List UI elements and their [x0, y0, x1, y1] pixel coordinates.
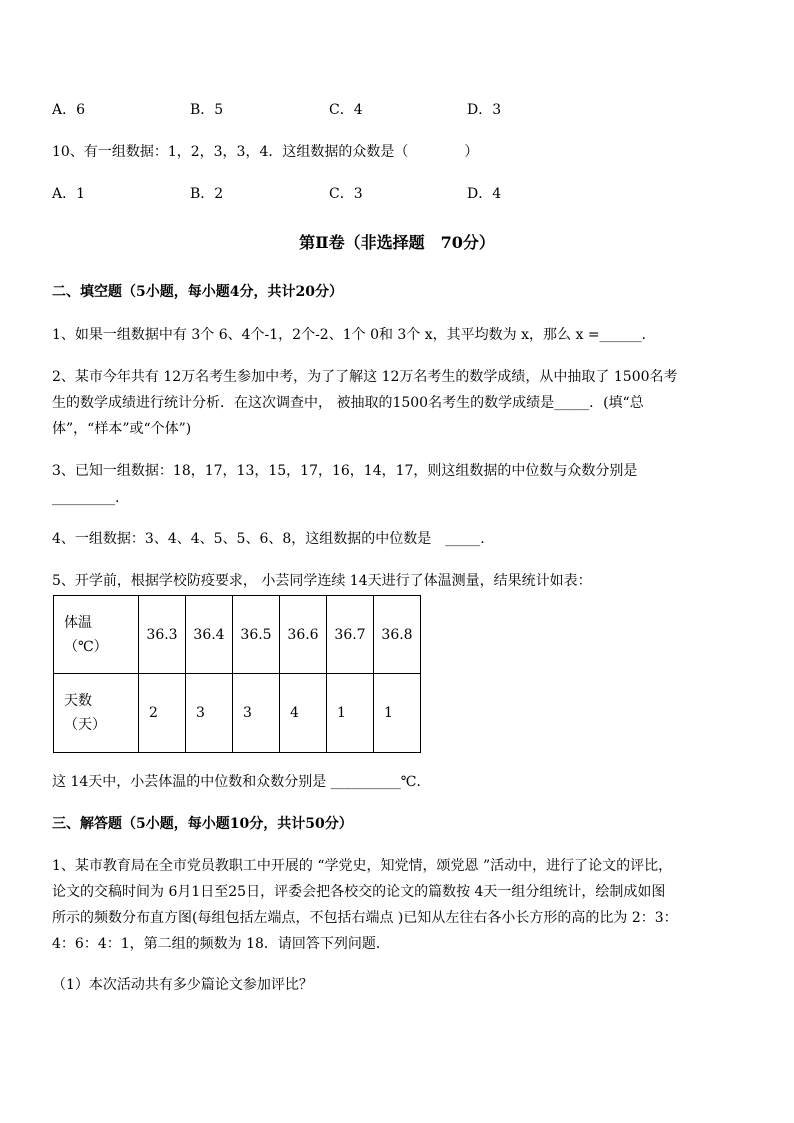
- q9-option-d[interactable]: D．3: [467, 102, 502, 118]
- table-label-temperature: [54, 596, 139, 674]
- table-cell-temp: 36.4: [186, 596, 233, 674]
- answer-q1-line1: 1、某市教育局在全市党员教职工中开展的 “学党史，知党情，颂党恩 ”活动中，进行了论文的评比，: [52, 858, 673, 874]
- q10-option-c[interactable]: C．3: [329, 186, 363, 202]
- fill-q5-tail: 这 14天中，小芸体温的中位数和众数分别是 __________℃.: [52, 774, 421, 790]
- q10-option-b[interactable]: B．2: [190, 186, 224, 202]
- q10-option-d[interactable]: D．4: [467, 186, 502, 202]
- table-cell-temp: 36.7: [327, 596, 374, 674]
- q9-option-a[interactable]: A．6: [52, 102, 86, 118]
- table-row-temperature: [54, 596, 421, 674]
- table-cell-temp: 36.5: [233, 596, 280, 674]
- q10-stem: 10、有一组数据：1，2，3，3，4．这组数据的众数是（ ）: [52, 144, 479, 160]
- part2-title: 第Ⅱ卷（非选择题 70分）: [299, 233, 495, 252]
- label-temperature-text: 体温: [64, 614, 92, 631]
- answer-q1-line4: 4：6：4：1，第二组的频数为 18．请回答下列问题．: [52, 936, 390, 952]
- q9-option-c[interactable]: C．4: [329, 102, 363, 118]
- label-days-unit: （天）: [64, 717, 106, 733]
- fill-q4: 4、一组数据：3、4、4、5、5、6、8，这组数据的中位数是 _____.: [52, 531, 485, 547]
- table-cell-days: 3: [233, 674, 280, 753]
- answer-q1-sub1: （1）本次活动共有多少篇论文参加评比？: [52, 977, 313, 993]
- answer-q1-line2: 论文的交稿时间为 6月1日至25日，评委会把各校交的论文的篇数按 4天一组分组统计，绘制成如图: [52, 884, 666, 900]
- table-cell-temp: 36.6: [280, 596, 327, 674]
- table-cell-days: 1: [374, 674, 421, 753]
- fill-q3-line1: 3、已知一组数据：18，17，13，15，17，16，14，17，则这组数据的中位数与众数分别是: [52, 463, 638, 479]
- fill-q5-stem: 5、开学前，根据学校防疫要求， 小芸同学连续 14天进行了体温测量，结果统计如表：: [52, 573, 592, 589]
- fill-q2-line3: 体”，“样本”或“个体”): [52, 421, 192, 437]
- table-cell-temp: 36.8: [374, 596, 421, 674]
- table-cell-days: 1: [327, 674, 374, 753]
- table-cell-days: 3: [186, 674, 233, 753]
- table-cell-days: 2: [139, 674, 186, 753]
- fill-q2-line1: 2、某市今年共有 12万名考生参加中考，为了了解这 12万名考生的数学成绩，从中抽取了 1500名考: [52, 369, 678, 385]
- fill-section-heading: 二、填空题（5小题，每小题4分，共计20分）: [52, 284, 343, 300]
- label-days-text: 天数: [64, 693, 92, 709]
- table-row-days: [54, 674, 421, 753]
- q10-option-a[interactable]: A．1: [52, 186, 86, 202]
- answer-q1-line3: 所示的频数分布直方图(每组包括左端点，不包括右端点 )已知从左往右各小长方形的高的比为 2：3：: [52, 910, 678, 926]
- fill-q3-line2: _________.: [52, 490, 120, 506]
- fill-q1: 1、如果一组数据中有 3个 6、4个-1，2个-2、1个 0和 3个 x，其平均数为 x，那么 x =______.: [52, 327, 647, 343]
- table-cell-temp: 36.3: [139, 596, 186, 674]
- fill-q2-line2: 生的数学成绩进行统计分析．在这次调查中， 被抽取的1500名考生的数学成绩是_____．(填“总: [52, 395, 644, 411]
- table-cell-days: 4: [280, 674, 327, 753]
- answer-section-heading: 三、解答题（5小题，每小题10分，共计50分）: [52, 816, 353, 832]
- temperature-table: [53, 595, 421, 753]
- label-temperature-unit: （℃）: [64, 638, 108, 655]
- table-label-days: [54, 674, 139, 753]
- q9-option-b[interactable]: B．5: [190, 102, 224, 118]
